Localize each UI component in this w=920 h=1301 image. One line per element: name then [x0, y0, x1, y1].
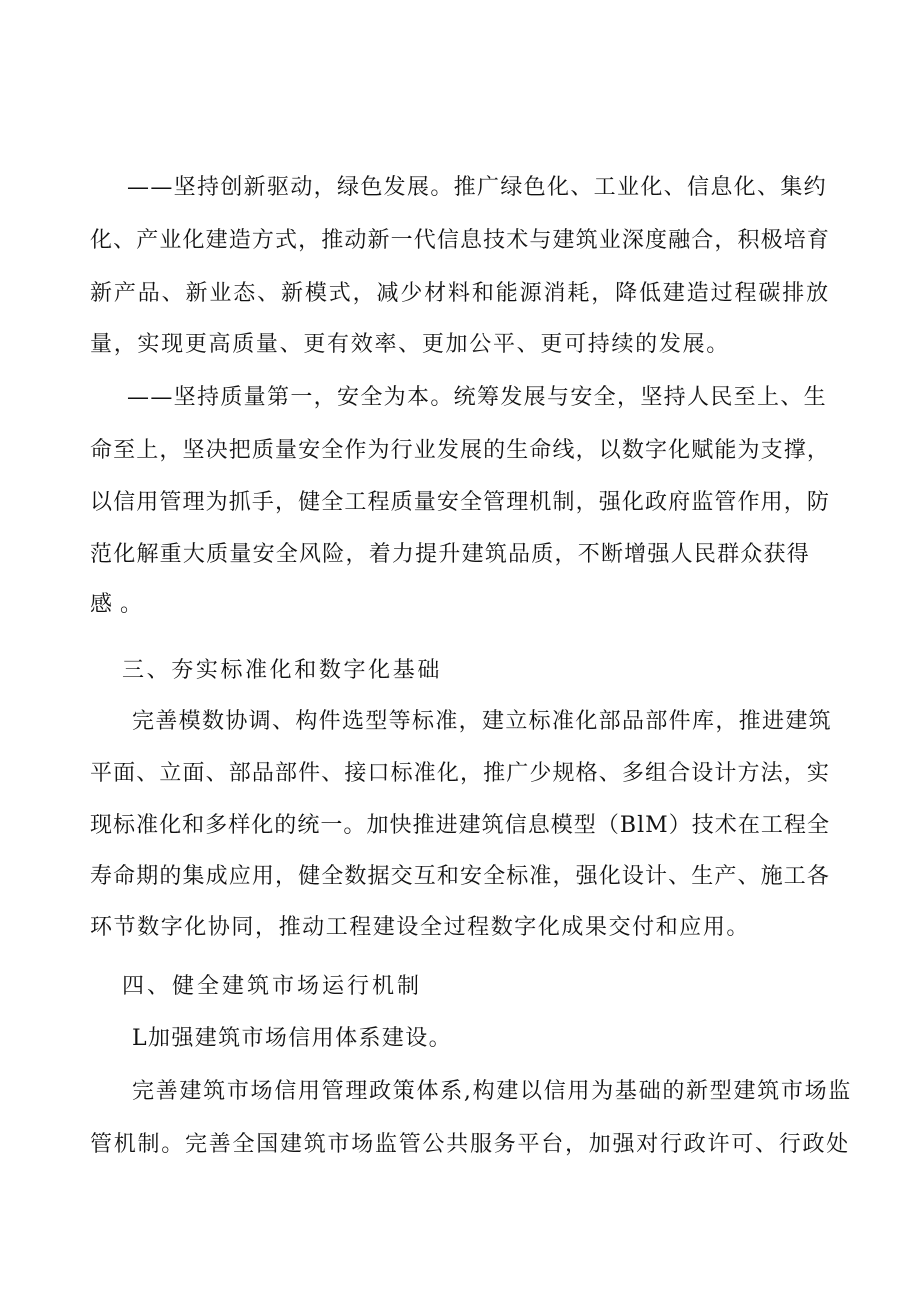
- paragraph-2-line-2: 命至上，坚决把质量安全作为行业发展的生命线，以数字化赋能为支撑，: [90, 438, 830, 463]
- paragraph-1-line-2: 化、产业化建造方式，推动新一代信息技术与建筑业深度融合，积极培育: [90, 228, 830, 253]
- paragraph-3-line-2: 平面、立面、部品部件、接口标准化，推广少规格、多组合设计方法，实: [90, 761, 830, 786]
- subheading-1: L加强建筑市场信用体系建设。: [132, 1026, 452, 1051]
- paragraph-3-line-5: 环节数字化协同，推动工程建设全过程数字化成果交付和应用。: [90, 915, 750, 940]
- paragraph-2-line-1: ——坚持质量第一，安全为本。统筹发展与安全，坚持人民至上、生: [127, 385, 827, 410]
- paragraph-3-line-1: 完善模数协调、构件选型等标准，建立标准化部品部件库，推进建筑: [132, 709, 832, 734]
- section-heading-4: 四、健全建筑市场运行机制: [122, 974, 422, 999]
- paragraph-4-line-1: 完善建筑市场信用管理政策体系,构建以信用为基础的新型建筑市场监: [132, 1079, 852, 1104]
- paragraph-2-line-4: 范化解重大质量安全风险，着力提升建筑品质，不断增强人民群众获得: [90, 542, 810, 567]
- section-heading-3: 三、夯实标准化和数字化基础: [122, 658, 442, 683]
- paragraph-3-line-4: 寿命期的集成应用，健全数据交互和安全标准，强化设计、生产、施工各: [90, 864, 830, 889]
- paragraph-1-line-3: 新产品、新业态、新模式，减少材料和能源消耗，降低建造过程碳排放: [90, 281, 830, 306]
- paragraph-1-line-1: ——坚持创新驱动，绿色发展。推广绿色化、工业化、信息化、集约: [127, 175, 827, 200]
- paragraph-4-line-2: 管机制。完善全国建筑市场监管公共服务平台，加强对行政许可、行政处: [90, 1132, 850, 1157]
- paragraph-2-line-3: 以信用管理为抓手，健全工程质量安全管理机制，强化政府监管作用，防: [90, 490, 830, 515]
- paragraph-1-line-4: 量，实现更高质量、更有效率、更加公平、更可持续的发展。: [90, 332, 730, 357]
- paragraph-3-line-3: 现标准化和多样化的统一。加快推进建筑信息模型（BlM）技术在工程全: [90, 813, 830, 838]
- paragraph-2-line-5: 感。: [90, 592, 150, 617]
